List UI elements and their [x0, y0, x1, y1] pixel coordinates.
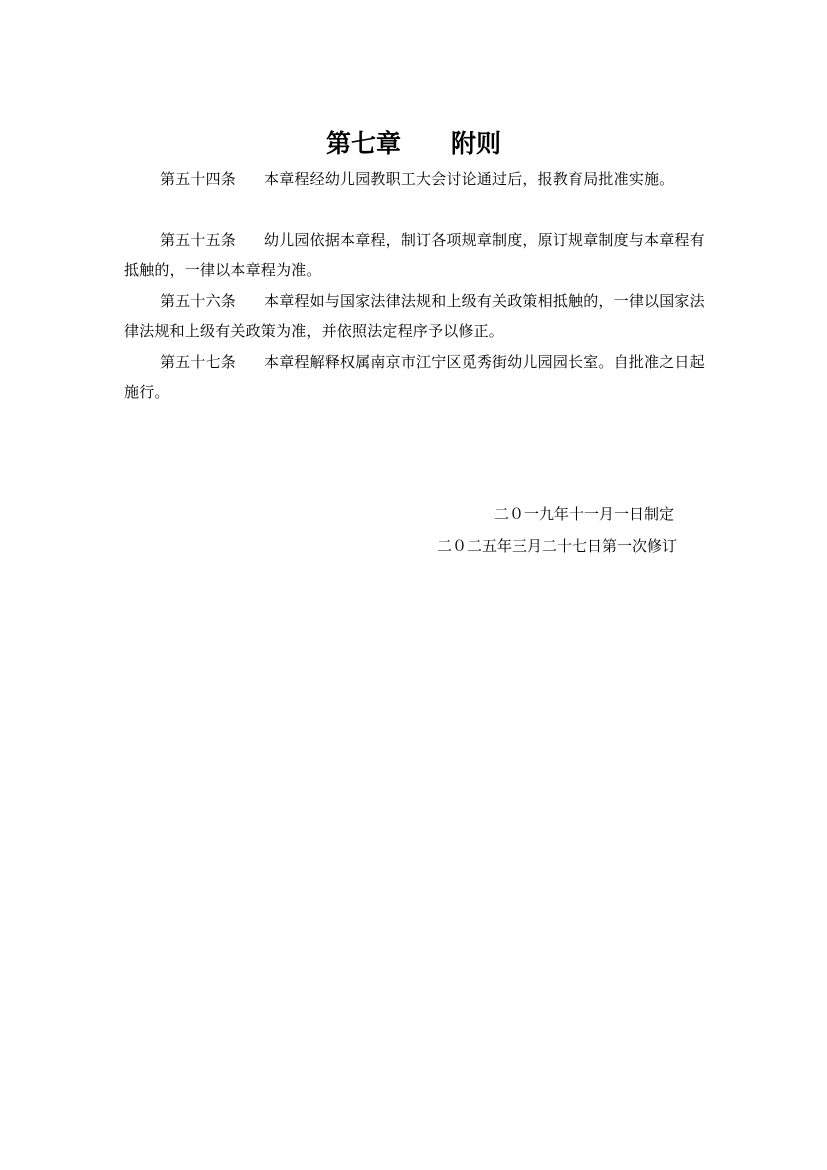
article-55 — [124, 225, 706, 285]
chapter-title: 附则 — [451, 129, 502, 158]
article-number: 第五十七条 — [160, 353, 237, 371]
article-text: 本章程经幼儿园教职工大会讨论通过后，报教育局批准实施。 — [264, 170, 675, 188]
revision-date: 二０二五年三月二十七日第一次修订 — [437, 537, 678, 555]
article-number: 第五十五条 — [160, 231, 237, 249]
article-54 — [124, 164, 706, 194]
enactment-date: 二０一九年十一月一日制定 — [494, 505, 675, 523]
article-57 — [124, 347, 706, 407]
article-number: 第五十四条 — [160, 170, 237, 188]
article-text: 幼儿园依据本章程，制订各项规章制度，原订规章制度与本章程有抵触的，一律以本章程为准。 — [124, 231, 705, 279]
chapter-heading — [0, 126, 827, 162]
article-text: 本章程如与国家法律法规和上级有关政策相抵触的，一律以国家法律法规和上级有关政策为准，并依照法定程序予以修正。 — [124, 292, 705, 340]
chapter-number: 第七章 — [325, 129, 401, 158]
article-56 — [124, 286, 706, 346]
article-number: 第五十六条 — [160, 292, 237, 310]
article-text: 本章程解释权属南京市江宁区觅秀街幼儿园园长室。自批准之日起施行。 — [124, 353, 705, 401]
